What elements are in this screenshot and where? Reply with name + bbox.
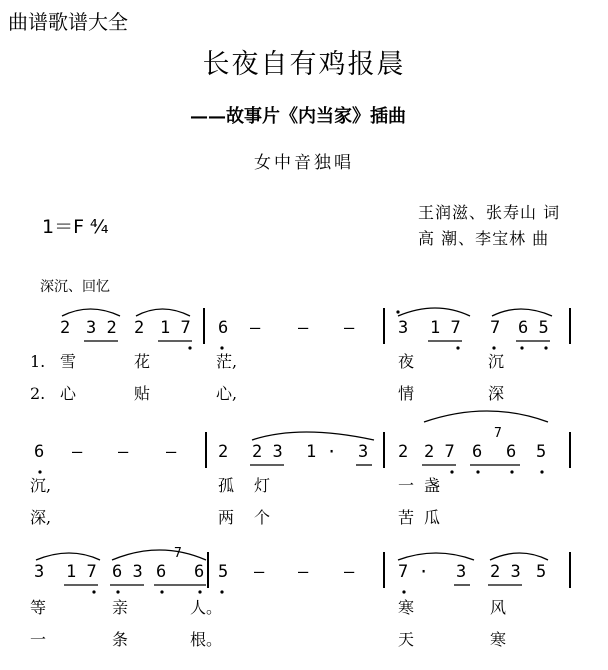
lyric: 深 [488, 384, 505, 403]
key-signature: 1＝F ⁴⁄₄ [42, 216, 109, 238]
note: — [250, 318, 261, 338]
note: 6 [472, 442, 483, 462]
lyric: 等 [30, 598, 47, 617]
octave-dot [198, 590, 201, 593]
note: 2 [218, 442, 229, 462]
note: 1 7 [160, 318, 191, 338]
octave-dot [456, 346, 459, 349]
slur [36, 553, 100, 560]
lyric: 两 [218, 508, 235, 527]
lyric: 茫, [216, 352, 238, 371]
song-subtitle: ——故事片《内当家》插曲 [190, 106, 406, 127]
lyric: 花 [134, 352, 151, 371]
slur [112, 550, 206, 560]
note: 3 [34, 562, 45, 582]
lyric: 寒 [490, 630, 507, 649]
lyric: 夜 [398, 352, 415, 371]
grace-note: 7 [174, 546, 182, 561]
lyric: 沉 [488, 352, 505, 371]
octave-dot [492, 346, 495, 349]
note: 1 · [306, 442, 337, 462]
note: — [254, 562, 265, 582]
note: 3 [456, 562, 467, 582]
slur [136, 309, 190, 316]
composer-credit: 高 潮、李宝林 曲 [418, 229, 550, 248]
note: 6 [34, 442, 45, 462]
note: 2 [398, 442, 409, 462]
lyric: 寒 [398, 598, 415, 617]
note: 2 3 [490, 562, 521, 582]
slur [424, 411, 548, 422]
lyric: 风 [490, 598, 507, 617]
verse-number: 2. [30, 384, 46, 403]
octave-dot [540, 470, 543, 473]
octave-dot [116, 590, 119, 593]
octave-dot [402, 590, 405, 593]
slur [492, 309, 552, 316]
note: 5 [536, 562, 547, 582]
octave-dot [450, 470, 453, 473]
lyric: 情 [398, 384, 415, 403]
lyric: 孤 [218, 476, 235, 495]
note: — [72, 442, 83, 462]
octave-dot [220, 590, 223, 593]
octave-dot [220, 346, 223, 349]
lyric: 心 [60, 384, 77, 403]
slur [398, 308, 470, 316]
octave-dot [188, 346, 191, 349]
lyricist-credit: 王润滋、张寿山 词 [418, 203, 561, 222]
lyric: 灯 [254, 476, 271, 495]
note: 5 [536, 442, 547, 462]
note: 6 [156, 562, 167, 582]
octave-dot [476, 470, 479, 473]
lyric: 心, [216, 384, 238, 403]
note: 6 5 [518, 318, 549, 338]
note: 2 3 [252, 442, 283, 462]
note: 6 [506, 442, 517, 462]
lyric: 天 [398, 630, 415, 649]
slur [252, 432, 374, 440]
lyric: 苦 [398, 508, 415, 527]
verse-number: 1. [30, 352, 46, 371]
slur [62, 309, 120, 316]
note: 2 [134, 318, 145, 338]
lyric: 个 [254, 508, 271, 527]
lyric: 盏 [424, 476, 441, 495]
octave-dot [396, 310, 399, 313]
note: 3 [358, 442, 369, 462]
note: — [298, 318, 309, 338]
note: 3 [398, 318, 409, 338]
slur [490, 553, 548, 560]
lyric: 人。 [190, 598, 223, 617]
octave-dot [520, 346, 523, 349]
lyric: 瓜 [424, 508, 441, 527]
note: 6 [218, 318, 229, 338]
note: 1 7 [430, 318, 461, 338]
lyric: 沉, [30, 476, 52, 495]
note: 1 7 [66, 562, 97, 582]
note: 7 [490, 318, 501, 338]
note: 6 [194, 562, 205, 582]
grace-note: 7 [494, 426, 502, 441]
lyric: 雪 [60, 352, 77, 371]
octave-dot [160, 590, 163, 593]
octave-dot [510, 470, 513, 473]
note: 2 7 [424, 442, 455, 462]
song-title: 长夜自有鸡报晨 [202, 49, 406, 80]
note: 5 [218, 562, 229, 582]
note: 6 3 [112, 562, 143, 582]
lyric: 一 [398, 476, 415, 495]
note: — [298, 562, 309, 582]
lyric: 深, [30, 508, 52, 527]
note: — [344, 318, 355, 338]
lyric: 一 [30, 630, 47, 649]
voice-type: 女中音独唱 [254, 153, 354, 173]
lyric: 亲 [112, 598, 129, 617]
tempo-marking: 深沉、回忆 [40, 279, 110, 295]
lyric: 根。 [190, 630, 223, 649]
lyric: 条 [112, 630, 129, 649]
note: — [166, 442, 177, 462]
octave-dot [544, 346, 547, 349]
note: 2 [60, 318, 71, 338]
octave-dot [38, 470, 41, 473]
site-tag: 曲谱歌谱大全 [8, 10, 128, 34]
note: — [344, 562, 355, 582]
slur [398, 553, 474, 560]
note: 3 2 [86, 318, 117, 338]
lyric: 贴 [134, 384, 151, 403]
note: 7 · [398, 562, 429, 582]
octave-dot [92, 590, 95, 593]
note: — [118, 442, 129, 462]
